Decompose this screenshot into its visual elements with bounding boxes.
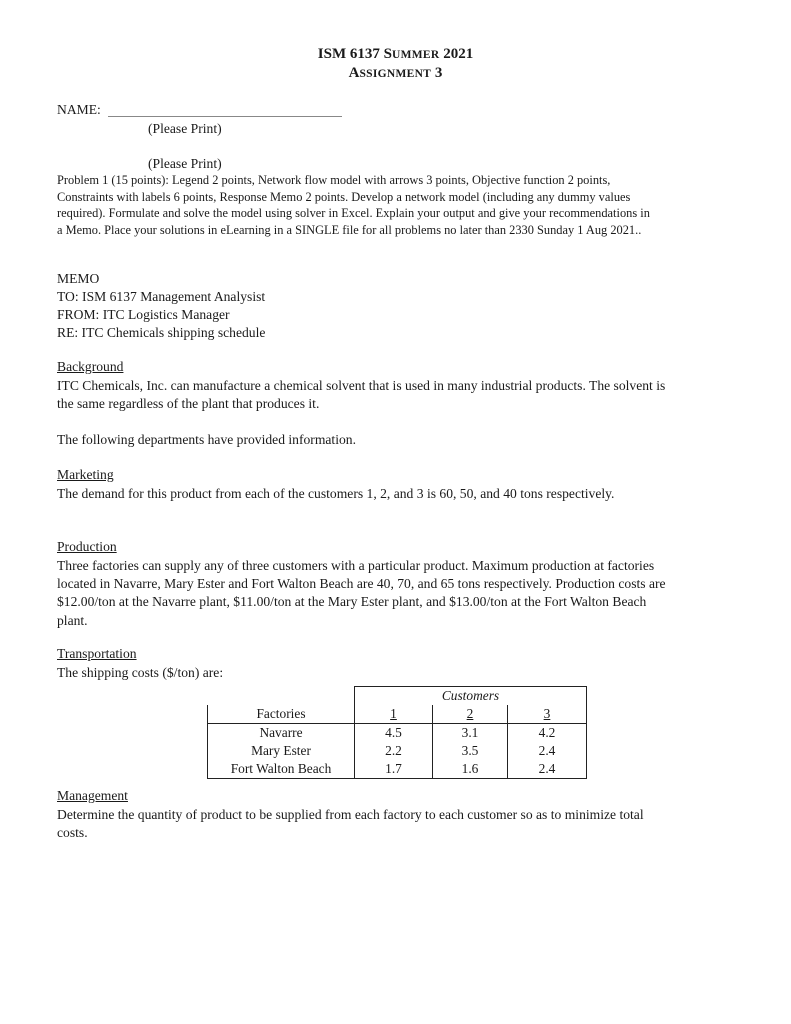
memo-to: TO: ISM 6137 Management Analysist xyxy=(57,289,266,304)
memo-re: RE: ITC Chemicals shipping schedule xyxy=(57,325,266,340)
cost-cell: 4.2 xyxy=(508,724,587,743)
production-text: Three factories can supply any of three customers with a particular product. Maximum production at factories located in Navarre, Mary Ester and Fort Walton Beach are 40, 70, and 65 tons respectively. Production costs are $12.00/ton at the Navarre plant, $11.00/ton at the Mary Ester plant, and $13.00/ton at the Fort Walton Beach plant. xyxy=(57,558,666,628)
marketing-heading: Marketing xyxy=(57,467,114,482)
background-text: ITC Chemicals, Inc. can manufacture a chemical solvent that is used in many industrial products. The solvent is the same regardless of the plant that produces it. xyxy=(57,378,666,412)
assignment-title: ISM 6137 SUMMER 2021 xyxy=(317,46,474,62)
management-text: Determine the quantity of product to be supplied from each factory to each customer so as to minimize total costs. xyxy=(57,807,644,841)
production-heading: Production xyxy=(57,539,117,554)
marketing-text: The demand for this product from each of the customers 1, 2, and 3 is 60, 50, and 40 tons respectively. xyxy=(57,486,615,501)
name-entry-line[interactable] xyxy=(108,116,342,117)
problem-statement: Problem 1 (15 points): Legend 2 points, Network flow model with arrows 3 points, Objective function 2 points, Constraints with labels 6 points, Response Memo 2 points. Develop a network model (including any dummy values required). Formulate and solve the model using solver in Excel. Explain your output and give your recommendations in a Memo. Place your solutions in eLearning in a SINGLE file for all problems no later than 2330 Sunday 1 Aug 2021.. xyxy=(57,173,650,237)
table-row xyxy=(208,742,587,760)
factory-name: Mary Ester xyxy=(208,742,355,760)
cost-cell: 2.4 xyxy=(508,742,587,760)
customers-header: Customers xyxy=(355,687,587,706)
cost-cell: 1.7 xyxy=(355,760,433,779)
customer-1-header: 1 xyxy=(355,705,433,724)
memo-from: FROM: ITC Logistics Manager xyxy=(57,307,230,322)
background-heading: Background xyxy=(57,359,124,374)
management-heading: Management xyxy=(57,788,128,803)
shipping-costs-table xyxy=(207,686,587,779)
name-label: NAME: xyxy=(57,102,101,117)
table-row xyxy=(208,760,587,779)
please-print-note-1: (Please Print) xyxy=(148,121,222,136)
table-header-row xyxy=(208,705,587,724)
customer-2-header: 2 xyxy=(433,705,508,724)
departments-note: The following departments have provided information. xyxy=(57,432,356,447)
customer-3-header: 3 xyxy=(508,705,587,724)
factory-name: Navarre xyxy=(208,724,355,743)
cost-cell: 2.2 xyxy=(355,742,433,760)
cost-cell: 3.1 xyxy=(433,724,508,743)
cost-cell: 4.5 xyxy=(355,724,433,743)
cost-cell: 2.4 xyxy=(508,760,587,779)
table-row xyxy=(208,724,587,743)
shipping-costs-intro: The shipping costs ($/ton) are: xyxy=(57,665,224,680)
memo-label: MEMO xyxy=(57,271,100,286)
factories-header: Factories xyxy=(208,705,355,724)
cost-cell: 1.6 xyxy=(433,760,508,779)
please-print-note-2: (Please Print) xyxy=(148,156,222,171)
factory-name: Fort Walton Beach xyxy=(208,760,355,779)
transportation-heading: Transportation xyxy=(57,646,137,661)
table-header-customers-row xyxy=(208,687,587,706)
cost-cell: 3.5 xyxy=(433,742,508,760)
assignment-subtitle: ASSIGNMENT 3 xyxy=(348,65,443,81)
